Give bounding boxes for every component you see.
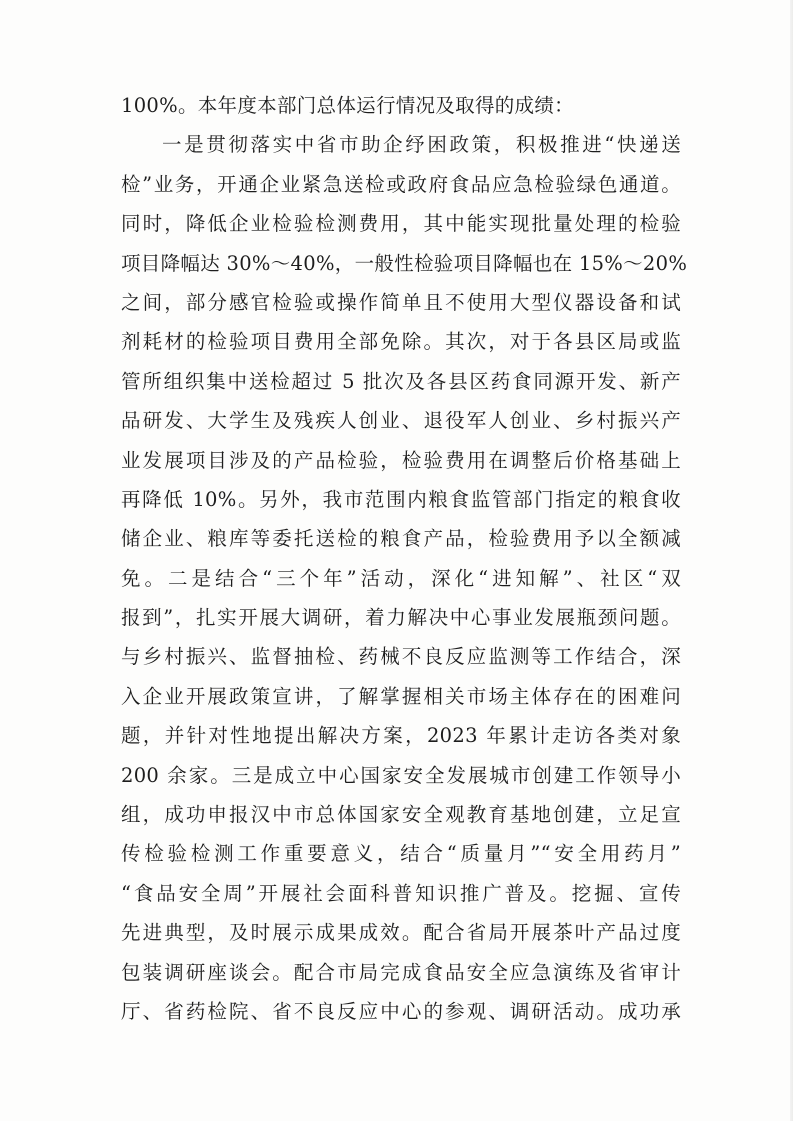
text-line: 一是贯彻落实中省市助企纾困政策，积极推进“快递送	[162, 133, 681, 157]
text-line: 与乡村振兴、监督抽检、药械不良反应监测等工作结合，深	[121, 645, 681, 669]
text-line: 传检验检测工作重要意义，结合“质量月”“安全用药月”	[121, 842, 681, 866]
body-text	[121, 86, 688, 1031]
text-line: 管所组织集中送检超过 5 批次及各县区药食同源开发、新产	[121, 369, 681, 393]
text-line: 包装调研座谈会。配合市局完成食品安全应急演练及省审计	[121, 960, 681, 984]
text-line: 检”业务，开通企业紧急送检或政府食品应急检验绿色通道。	[121, 172, 681, 196]
text-line: 题，并针对性地提出解决方案，2023 年累计走访各类对象	[121, 724, 681, 748]
text-line: 组，成功申报汉中市总体国家安全观教育基地创建，立足宣	[121, 803, 681, 827]
text-line: 项目降幅达 30%～40%，一般性检验项目降幅也在 15%～20%	[121, 251, 688, 275]
text-line: 品研发、大学生及残疾人创业、退役军人创业、乡村振兴产	[121, 409, 681, 433]
text-line: 之间，部分感官检验或操作简单且不使用大型仪器设备和试	[121, 290, 681, 314]
text-line: 免。二是结合“三个年”活动，深化“进知解”、社区“双	[121, 566, 681, 590]
text-line: 100%。本年度本部门总体运行情况及取得的成绩：	[121, 94, 574, 117]
text-line: 200 余家。三是成立中心国家安全发展城市创建工作领导小	[121, 763, 681, 787]
text-line: 储企业、粮库等委托送检的粮食产品，检验费用予以全额减	[121, 527, 681, 551]
text-line: “食品安全周”开展社会面科普知识推广普及。挖掘、宣传	[121, 881, 681, 905]
text-line: 厅、省药检院、省不良反应中心的参观、调研活动。成功承	[121, 999, 681, 1023]
text-line: 业发展项目涉及的产品检验，检验费用在调整后价格基础上	[121, 448, 681, 472]
text-line: 同时，降低企业检验检测费用，其中能实现批量处理的检验	[121, 212, 681, 236]
text-line: 再降低 10%。另外，我市范围内粮食监管部门指定的粮食收	[121, 487, 681, 511]
text-line: 剂耗材的检验项目费用全部免除。其次，对于各县区局或监	[121, 330, 681, 354]
text-line: 先进典型，及时展示成果成效。配合省局开展茶叶产品过度	[121, 921, 681, 945]
text-line: 报到”，扎实开展大调研，着力解决中心事业发展瓶颈问题。	[121, 606, 681, 630]
text-line: 入企业开展政策宣讲，了解掌握相关市场主体存在的困难问	[121, 684, 681, 708]
